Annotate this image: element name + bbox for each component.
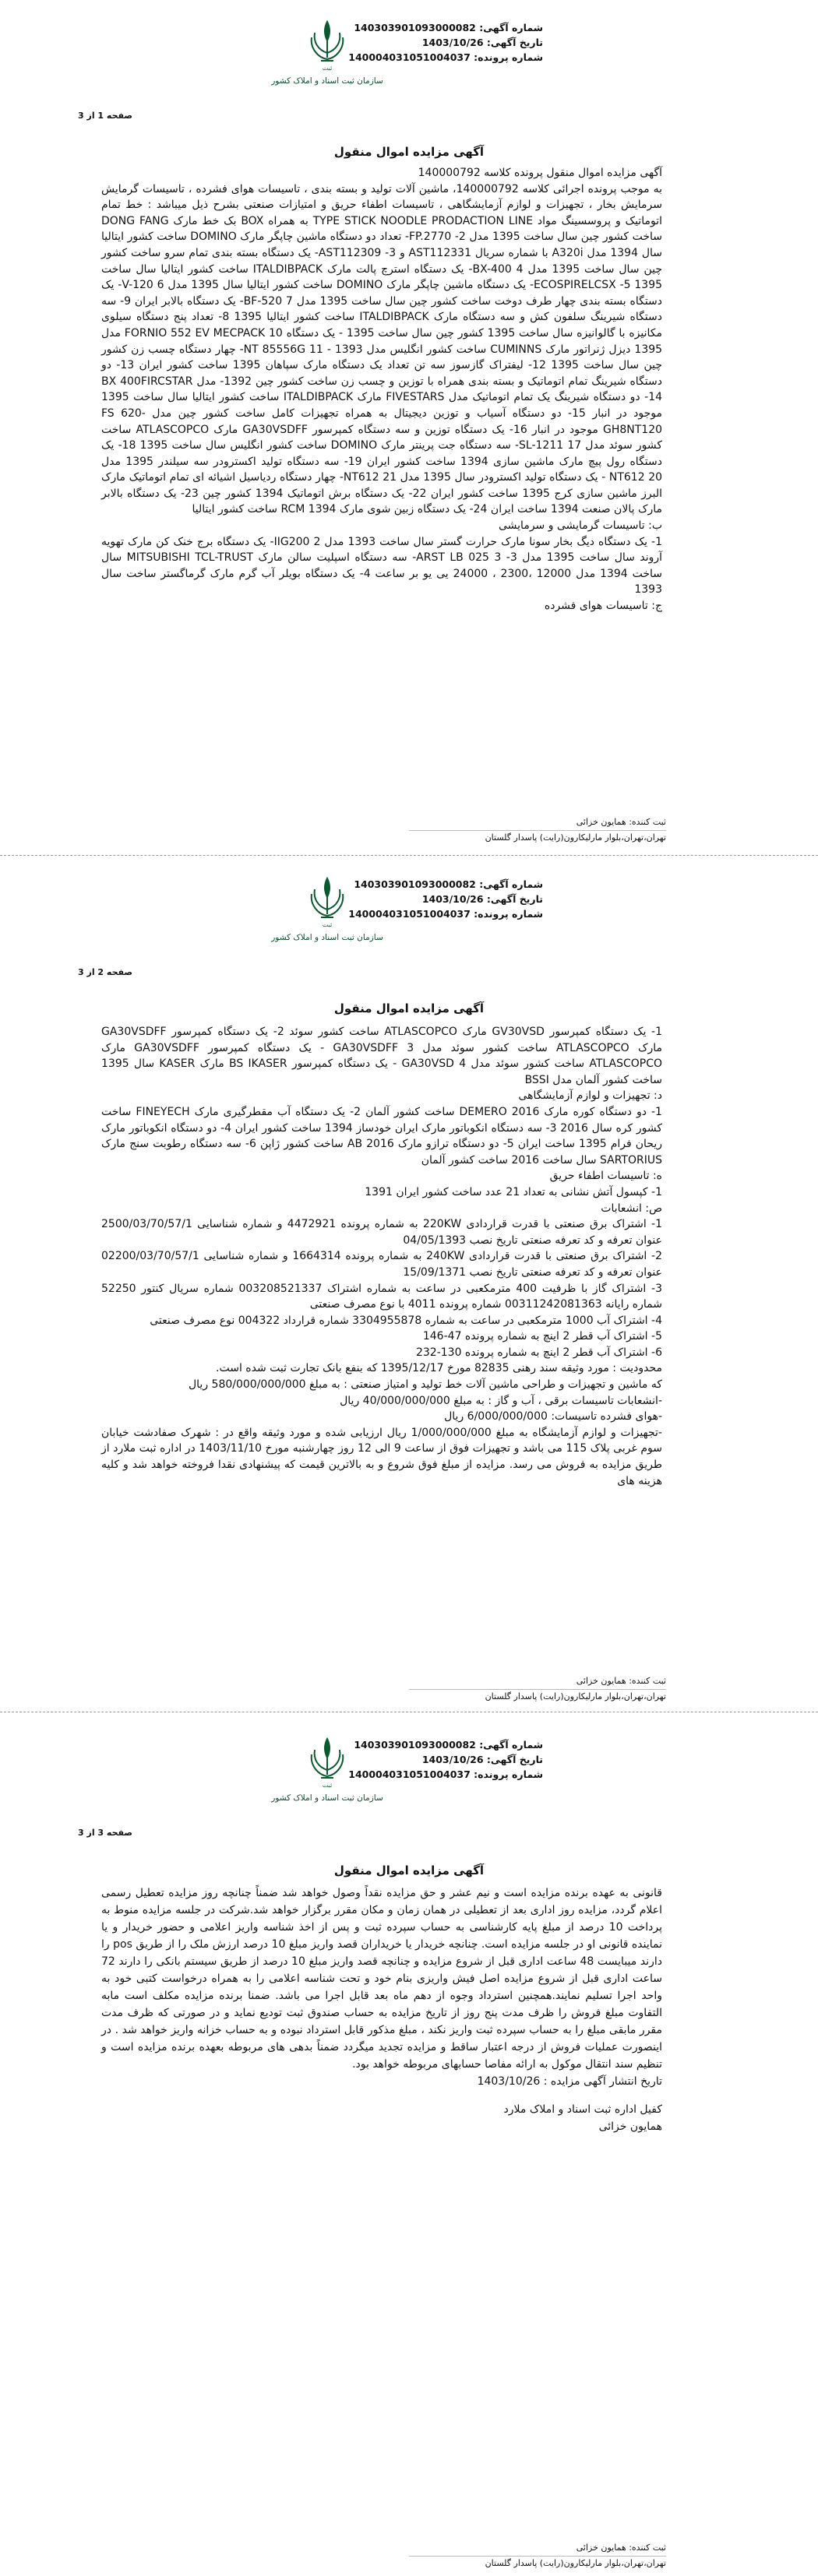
emblem-text: سازمان ثبت اسناد و املاک کشور: [271, 1793, 383, 1803]
notice-body: [101, 165, 662, 614]
body-paragraph: قانونی به عهده برنده مزایده است و نیم عشر و حق مزایده نقداً وصول خواهد شد ضمناً چنانچه روز مزایده تعطیل رسمی اعلام گردد، مزایده روز اداری بعد از تعطیلی در همان زمان و مکان مقرر برگزار خواهد شد.شرکت در جلسه مزایده منوط به پرداخت 10 درصد از مبلغ پایه کارشناسی به حساب سپرده ثبت و پس از اخذ شناسه واریز اعلامی و حضور خریدار و یا نماینده قانونی او در جلسه مزایده است. چنانچه خریدار یا خریداران قصد واریز مبلغ 10 درصد ارزش ملک را از طریق pos را دارند میبایست 48 ساعت اداری قبل از شروع مزایده و چنانچه قصد واریز مبلغ 10 درصد از طریق سیستم بانکی را دارند 72 ساعت اداری قبل از شروع مزایده اصل فیش واریزی بنام خود و تحت شناسه اعلامی را به همراه درخواست کتبی خود به واحد اجرا تسلیم نمایند.همچنین استرداد وجوه از دهم ماه بعد قابل اجرا می باشد. ضمنا برنده مزایده مکلف است مابه التفاوت مبلغ فروش را ظرف مدت پنج روز از تاریخ مزایده به حساب صندوق ثبت تودیع نماید و در صورتی که ظرف مدت مقرر مابقی مبلغ را به حساب سپرده ثبت واریز نکند ، مبلغ مذکور قابل استرداد نبوده و به حساب خزانه واریز خواهد شد . در اینصورت عملیات فروش از درجه اعتبار ساقط و مزایده تجدید میگردد ضمناً بدهی های مربوطه بعهده برنده مزایده است و تنظیم سند انتقال موکول به ارائه مفاصا حسابهای مربوطه خواهد بود.: [101, 1887, 662, 2071]
body-paragraph: 2- اشتراک برق صنعتی با قدرت قراردادی 240KW به شماره پرونده 1664314 و شماره شناسایی 02200/03/70/57/1 عنوان تعرفه و کد تعرفه صنعتی تاریخ نصب 15/09/1371: [101, 1250, 663, 1279]
body-paragraph: 6- اشتراک آب قطر 2 اینچ به شماره پرونده 130-232: [415, 1346, 662, 1359]
body-paragraph: 5- اشتراک آب قطر 2 اینچ به شماره پرونده 47-146: [422, 1330, 662, 1343]
body-paragraph: 3- اشتراک گاز با ظرفیت 400 مترمکعبی در ساعت به شماره اشتراک 003208521337 شماره سریال کنتور 52250 شماره رایانه 00311242081363 شماره پرونده 4011 با نوع مصرف صنعتی: [101, 1282, 662, 1311]
notice-title: آگهی مزایده اموال منقول: [333, 145, 485, 159]
closing-signature: [101, 2101, 662, 2135]
body-paragraph: ج: تاسیسات هوای فشرده: [544, 600, 662, 613]
body-paragraph: ه: تاسیسات اطفاء حریق: [549, 1170, 662, 1183]
notice-title: آگهی مزایده اموال منقول: [333, 1001, 485, 1015]
body-paragraph: که ماشین و تجهیزات و طراحی ماشین آلات خط تولید و امتیاز صنعتی : به مبلغ 580/000/000/000 ریال: [188, 1378, 662, 1392]
body-paragraph: 1- یک دستگاه کمپرسور GV30VSD مارک ATLASCOPCO ساخت کشور سوئد 2- یک دستگاه کمپرسور GA30VSDFF مارک ATLASCOPCO ساخت کشور سوئد مدل GA30VSDFF 3 - یک دستگاه کمپرسور GA30VSDFF مارک ATLASCOPCO ساخت کشور سوئد مدل 4 GA30VSD - یک دستگاه کمپرسور BS IKASER مارک KASER سال 1395 ساخت کشور آلمان مدل BSSI: [101, 1026, 663, 1086]
emblem-text: سازمان ثبت اسناد و املاک کشور: [271, 933, 383, 942]
registrar-signature: [409, 2541, 666, 2570]
registrar-address: تهران،تهران،بلوار مارلیکارون(رایت) پاسدار گلستان: [485, 2558, 666, 2568]
svg-text:ثبت: ثبت: [322, 921, 333, 928]
page-label: صفحه 1 از 3: [78, 111, 133, 121]
page-separator: [0, 855, 818, 856]
notice-page-2: [0, 857, 818, 1717]
body-paragraph: ب: تاسیسات گرمایشی و سرمایشی: [499, 519, 662, 533]
registrar-name: ثبت کننده: همایون خزائی: [576, 1676, 666, 1686]
body-paragraph: -انشعابات تاسیسات برقی ، آب و گاز : به مبلغ 40/000/000/000 ریال: [340, 1394, 662, 1407]
registry-emblem: [269, 874, 386, 942]
registrar-address: تهران،تهران،بلوار مارلیکارون(رایت) پاسدار گلستان: [485, 1691, 666, 1701]
svg-text:ثبت: ثبت: [322, 1782, 333, 1789]
body-paragraph: محدودیت : مورد وثیقه سند رهنی 82835 مورخ 1395/12/17 که بنفع بانک تجارت ثبت شده است.: [216, 1362, 662, 1375]
body-paragraph: -تجهیزات و لوازم آزمایشگاه به مبلغ 1/000/000/000 ریال ارزیابی شده و مورد وثیقه واقع در : شهرک صفادشت خیابان سوم غربی پلاک 115 می باشد و تجهیزات فوق از ساعت 9 الی 12 روز چهارشنبه مورخ 1403/11/10 در اداره ثبت ملارد از طریق مزایده به فروش می رسد. مزایده از مبلغ فوق شروع و به بالاترین قیمت که پیشنهادی نقدا فروخته خواهد شد و کلیه هزینه های: [101, 1426, 662, 1487]
body-paragraph: 1- اشتراک برق صنعتی با قدرت قراردادی 220KW به شماره پرونده 4472921 و شماره شناسایی 2500/03/70/57/1 عنوان تعرفه و کد تعرفه صنعتی تاریخ نصب 04/05/1393: [101, 1218, 663, 1247]
body-paragraph: 4- اشتراک آب 1000 مترمکعبی در ساعت به شماره 3304955878 شماره قرارداد 004322 نوع مصرف صنعتی: [150, 1314, 662, 1327]
ad-number: شماره آگهی: 140303901093000082: [354, 1739, 543, 1751]
office-title: کفیل اداره ثبت اسناد و املاک ملارد: [503, 2103, 662, 2116]
official-name: همایون خزائی: [598, 2120, 662, 2133]
notice-meta: [348, 20, 543, 65]
body-paragraph: ص: انشعابات: [601, 1202, 662, 1215]
body-paragraph: به موجب پرونده اجرائی کلاسه 140000792، ماشین آلات تولید و بسته بندی ، تاسیسات هوای فشرده ، تاسیسات گرمایش سرمایش بخار ، تجهیزات و لوازم آزمایشگاهی ، تاسیسات اطفاء حریق و امتیازات صنعتی بشرح ذیل میباشد : خط تمام اتوماتیک و پروسسینگ مواد TYPE STICK NOODLE PRODACTION LINE به همراه BOX بک خط مارک DONG FANG ساخت کشور چین سال ساخت 1395 مدل FP.2770 -2- تعداد دو دستگاه ماشین چاپگر مارک DOMINO ساخت کشور ایتالیا سال 1394 مدل A320i با شماره سریال AST112331 و AST112309 -3- یک دستگاه بسته بندی تمام سرو ساخت کشور چین سال ساخت 1395 مدل BX-400 4- یک دستگاه استرچ پالت مارک ITALDIBPACK ساخت کشور ایتالیا سال ساخت 1395 ECOSPIRELCSX -5- یک دستگاه ماشین چاپگر مارک DOMINO ساخت کشور ایتالیا سال 1395 مدل V-120 6- یک دستگاه بسته بندی چهار طرف دوخت ساخت کشور چین سال ساخت 1395 مدل BF-520 7- یک دستگاه بالابر ایران 9- سه دستگاه شیرینگ سلفون کش و سه دستگاه مارک ITALDIBPACK ساخت کشور ایتالیا 1395 8- تعداد پنج دستگاه سیلوی مکانیزه با گالوانیزه سال ساخت 1395 کشور چین سال ساخت 1395 - یک دستگاه FORNIO 552 EV MECPACK 10 مدل 1395 دیزل ژنراتور مارک CUMINNS ساخت کشور انگلیس مدل 1393 - NT 85556G 11- چهار دستگاه چسب زن کشور چین سال ساخت 1395 12- لیفتراک گازسوز سه تن تعداد یک دستگاه مارک سپاهان 1395 ساخت کشور ایران 13- دو دستگاه شیرینگ تمام اتوماتیک و بسته بندی همراه با توزین و چسب زن ساخت کشور چین 1392- مدل BX 400FIRCSTAR 14- دو دستگاه شیرینگ یک تمام اتوماتیک مدل FIVESTARS مارک ITALDIBPACK ساخت کشور ایتالیا سال ساخت 1395 موجود در انبار 15- دو دستگاه آسیاب و توزین دیجیتال به همراه تجهیزات کامل ساخت کشور چین مدل FS 620-GH8NT120 موجود در انبار 16- یک دستگاه توزین و سه دستگاه کمپرسور GA30VSDFF مارک ATLASCOPCO ساخت کشور سوئد مدل 17 SL-1211- سه دستگاه جت پرینتر مارک DOMINO ساخت کشور انگلیس سال ساخت 1395 18- یک دستگاه رول پیچ مارک ماشین سازی 1394 ساخت کشور ایران 19- سه دستگاه تولید اکسترودر سه سیلندر 1395 مدل NT612 20 - یک دستگاه تولید اکسترودر سال 1395 مدل NT612 21- چهار دستگاه ردیاسیل اشیائه ای تمام اتوماتیک مارک البرز ماشین سازی کرج 1395 ساخت کشور ایران 22- یک دستگاه برش اتوماتیک 1394 کشور چین 23- یک دستگاه بالابر مارک پالان صنعت 1394 ساخت ایران 24- یک دستگاه زبین شوی مارک RCM 1394 ساخت کشور ایتالیا: [101, 182, 663, 516]
emblem-icon: [304, 874, 351, 928]
ad-date: تاریخ آگهی: 1403/10/26: [421, 893, 543, 905]
notice-body: [101, 1024, 662, 1489]
page-label: صفحه 3 از 3: [78, 1828, 133, 1838]
body-paragraph: آگهی مزایده اموال منقول پرونده کلاسه 140000792: [418, 167, 662, 179]
body-paragraph: د: تجهیزات و لوازم آزمایشگاهی: [518, 1089, 662, 1103]
notice-meta: [348, 877, 543, 921]
registrar-name: ثبت کننده: همایون خزائی: [576, 2543, 666, 2553]
ad-number: شماره آگهی: 140303901093000082: [354, 22, 543, 33]
notice-page-1: [0, 0, 818, 857]
notice-title: آگهی مزایده اموال منقول: [333, 1863, 485, 1877]
file-number: شماره پرونده: 140004031051004037: [348, 1768, 543, 1780]
body-paragraph: -هوای فشرده تاسیسات: 6/000/000/000 ریال: [444, 1410, 662, 1423]
emblem-icon: [304, 17, 351, 72]
body-paragraph: 1- کپسول آتش نشانی به تعداد 21 عدد ساخت کشور ایران 1391: [365, 1185, 662, 1198]
file-number: شماره پرونده: 140004031051004037: [348, 51, 543, 63]
page-label: صفحه 2 از 3: [78, 967, 133, 977]
registrar-signature: [409, 1674, 666, 1703]
registrar-signature: [409, 815, 666, 844]
notice-meta: [348, 1737, 543, 1782]
ad-number: شماره آگهی: 140303901093000082: [354, 878, 543, 890]
registry-emblem: [269, 1734, 386, 1803]
notice-page-3: [0, 1717, 818, 2576]
file-number: شماره پرونده: 140004031051004037: [348, 908, 543, 920]
ad-date: تاریخ آگهی: 1403/10/26: [421, 1754, 543, 1765]
registrar-name: ثبت کننده: همایون خزائی: [576, 817, 666, 827]
body-paragraph: 1- یک دستگاه دیگ بخار سونا مارک حرارت گستر سال ساخت 1393 مدل IIG200 2- یک دستگاه برج خنک کن مارک تهویه آروند سال ساخت 1395 مدل ARST LB 025 3 -3- سه دستگاه اسپلیت سالن مارک MITSUBISHI TCL-TRUST سال ساخت 1394 مدل 12000 ،2300 ، 24000 یی یو بر ساعت 4- یک دستگاه بویلر آب گرم مارک گرماگستر ساخت سال 1393: [101, 535, 663, 596]
emblem-icon: [304, 1734, 351, 1789]
ad-date: تاریخ آگهی: 1403/10/26: [421, 37, 543, 48]
publish-date: تاریخ انتشار آگهی مزایده : 1403/10/26: [477, 2075, 662, 2088]
registrar-address: تهران،تهران،بلوار مارلیکارون(رایت) پاسدار گلستان: [485, 832, 666, 843]
emblem-text: سازمان ثبت اسناد و املاک کشور: [271, 76, 383, 86]
body-paragraph: 1- دو دستگاه کوره مارک DEMERO 2016 ساخت کشور آلمان 2- یک دستگاه آب مقطرگیری مارک FINEYECH ساخت کشور کره سال 2016 3- سه دستگاه انکوباتور مارک ایران خودساز 1394 ساخت کشور ایران 4- دو دستگاه انکوباتور مارک ریحان فرام 1395 ساخت ایران 5- دو دستگاه ترازو مارک AB 2016 ساخت کشور ژاپن 6- سه دستگاه رطوبت سنج مارک SARTORIUS سال ساخت 2016 ساخت کشور آلمان: [101, 1105, 663, 1167]
notice-body: [101, 1884, 662, 2135]
registry-emblem: [269, 17, 386, 86]
svg-text:ثبت: ثبت: [322, 65, 333, 72]
